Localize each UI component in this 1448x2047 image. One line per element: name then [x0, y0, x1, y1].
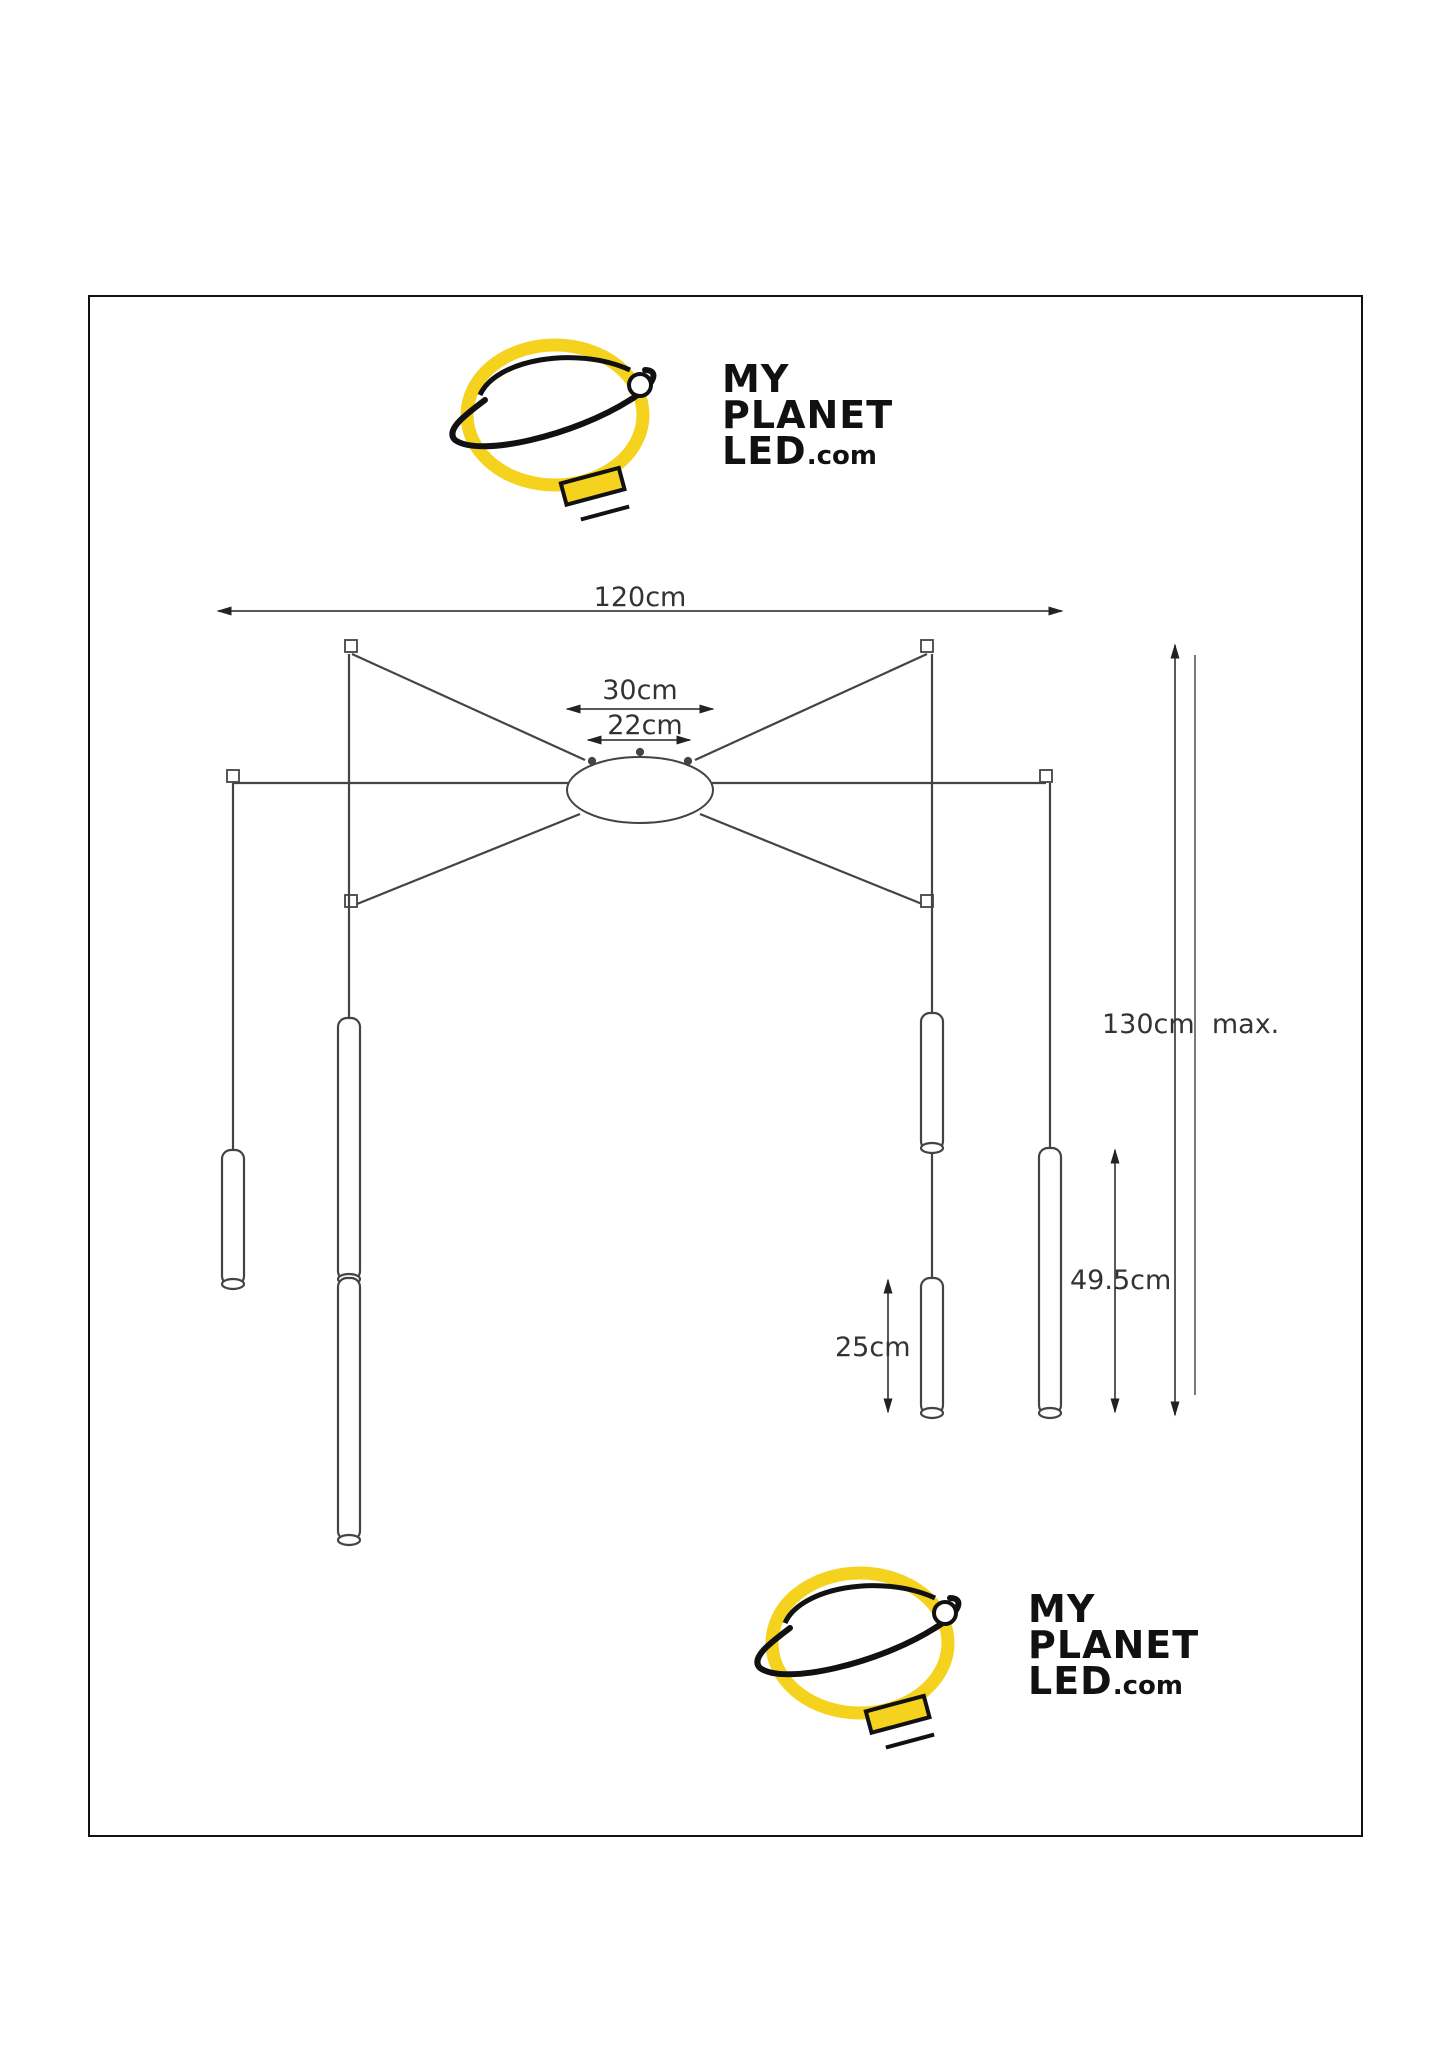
- height-label: 130cm max.: [1102, 1009, 1280, 1040]
- canopy-outer-label: 30cm: [602, 675, 678, 706]
- long-tube-dimension: [1070, 1150, 1171, 1412]
- canopy-dimension: [567, 675, 713, 741]
- canopy-inner-label: 22cm: [607, 710, 683, 741]
- page-frame: [89, 296, 1362, 1836]
- brand-logo-bottom: [757, 1573, 1199, 1750]
- brand-line-2-bottom: PLANET: [1028, 1623, 1200, 1667]
- height-dimension: [1102, 645, 1279, 1415]
- brand-line-1-bottom: MY: [1028, 1587, 1096, 1631]
- brand-line-1: MY: [722, 357, 790, 401]
- short-tube-label: 25cm: [835, 1332, 911, 1363]
- long-tube-label: 49.5cm: [1070, 1265, 1172, 1296]
- ceiling-canopy: [567, 757, 713, 823]
- pendant-tubes: [222, 1013, 1061, 1545]
- brand-line-3-bottom: LED.com: [1028, 1659, 1183, 1703]
- short-tube-dimension: [835, 1280, 911, 1412]
- brand-line-3: LED.com: [722, 429, 877, 473]
- pendant-fixture: [222, 640, 1061, 1545]
- width-dimension: [218, 582, 1062, 613]
- brand-logo-top: [452, 345, 893, 522]
- brand-line-2: PLANET: [722, 393, 894, 437]
- width-label: 120cm: [593, 582, 687, 613]
